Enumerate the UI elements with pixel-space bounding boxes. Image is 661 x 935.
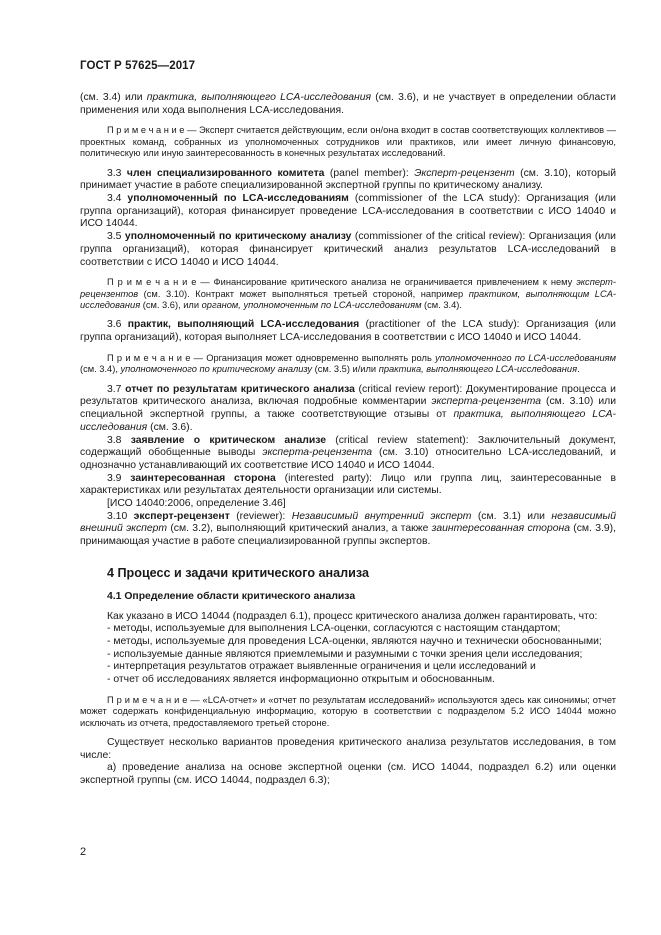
paragraph: (см. 3.4) или практика, выполняющего LCA-исследования (см. 3.6), и не участвует в определении области применения или хода выполнения LCA-исследования. <box>80 92 616 116</box>
note: П р и м е ч а н и е — Организация может одновременно выполнять роль уполномоченного по LCA-исследованиям (см. 3.4), уполномоченного по критическому анализу (см. 3.5) и/или практика, выполняющего LCA-исследования. <box>80 352 616 375</box>
paragraph: Как указано в ИСО 14044 (подраздел 6.1), процесс критического анализа должен гарантировать, что: <box>107 610 598 622</box>
list-item: а) проведение анализа на основе экспертной оценки (см. ИСО 14044, подраздел 6.2) или оценки экспертной группы (см. ИСО 14044, подраздел 6.3); <box>80 762 616 787</box>
paragraph: Существует несколько вариантов проведения критического анализа результатов исследования, в том числе: <box>80 736 616 761</box>
list-item: - методы, используемые для выполнения LCA-оценки, согласуются с настоящим стандартом; <box>107 623 561 635</box>
note: П р и м е ч а н и е — Эксперт считается действующим, если он/она входит в состав соответствующих коллективов — проектных команд, собранных из уполномоченных сотрудников или практиков, или имеет личную финансовую, политическую или иную заинтересованность в конечных результатах исследований. <box>80 125 616 159</box>
definition-3-7: 3.7 отчет по результатам критического анализа (critical review report): Документирование процесса и результатов критического анализа, включая подробные комментарии эксперта-рецензента (см. 3.10) или специальной экспертной группы, а также соответствующие отзывы от практика, выполняющего LCA-исследования (см. 3.6). <box>80 383 616 433</box>
definition-3-5: 3.5 уполномоченный по критическому анализу (commissioner of the critical review): Организация (или группа организаций), которая финансирует критический анализ результатов LCA-исследований в соответствии с ИСО 14040 и ИСО 14044. <box>80 231 616 268</box>
definition-3-3: 3.3 член специализированного комитета (panel member): Эксперт-рецензент (см. 3.10), который принимает участие в работе специализированной экспертной группы по критическому анализу. <box>80 167 617 192</box>
definition-3-8: 3.8 заявление о критическом анализе (critical review statement): Заключительный документ, содержащий обобщенные выводы эксперта-рецензента (см. 3.10) относительно LCA-исследований, и однозначно устанавливающий их соответствие ИСО 14040 и ИСО 14044. <box>80 434 616 471</box>
definition-3-9: 3.9 заинтересованная сторона (interested party): Лицо или группа лиц, заинтересованные в характеристиках или результатах деятельности организации или системы. <box>80 472 616 497</box>
list-item: - методы, используемые для проведения LCA-оценки, являются научно и технически обоснованными; <box>107 635 602 647</box>
list-item: - отчет об исследованиях является информационно открытым и обоснованным. <box>107 674 495 686</box>
subsection-heading: 4.1 Определение области критического анализа <box>107 590 356 602</box>
page-number: 2 <box>80 846 87 858</box>
definition-3-10: 3.10 эксперт-рецензент (reviewer): Независимый внутренний эксперт (см. 3.1) или независимый внешний эксперт (см. 3.2), выполняющий критический анализ, а также заинтересованная сторона (см. 3.9), принимающая участие в работе специализированной группы экспертов. <box>80 510 617 548</box>
definition-3-4: 3.4 уполномоченный по LCA-исследованиям (commissioner of the LCA study): Организация (или группа организаций), которая финансирует проведение LCA-исследования в соответствии с ИСО 14040 и ИСО 14044. <box>80 193 616 230</box>
list-item: - используемые данные являются приемлемыми и разумными с точки зрения цели исследования; <box>107 648 583 660</box>
page-header: ГОСТ Р 57625—2017 <box>80 60 196 72</box>
definition-source: [ИСО 14040:2006, определение 3.46] <box>107 498 286 510</box>
definition-3-6: 3.6 практик, выполняющий LCA-исследования (practitioner of the LCA study): Организация (или группа организаций), которая выполняет LCA-исследования в соответствии с ИСО 14040 и ИСО 14044. <box>80 319 616 344</box>
note: П р и м е ч а н и е — Финансирование критического анализа не ограничивается привлечением к нему эксперт-рецензентов (см. 3.10). Контракт может выполняться третьей стороной, например практиком, выполняющим LCA-исследования (см. 3.6), или органом, уполномоченным по LCA-исследованиям (см. 3.4). <box>80 277 617 311</box>
section-heading: 4 Процесс и задачи критического анализа <box>107 565 369 580</box>
list-item: - интерпретация результатов отражает выявленные ограничения и цели исследований и <box>107 661 536 673</box>
note: П р и м е ч а н и е — «LCA-отчет» и «отчет по результатам исследований» используются здесь как синонимы; отчет может содержать конфиденциальную информацию, которую в соответствии с подразделом 5.2 ИСО 14044 можно исключать из отчета, предоставляемого третьей стороне. <box>80 694 616 728</box>
page-content <box>80 92 616 788</box>
